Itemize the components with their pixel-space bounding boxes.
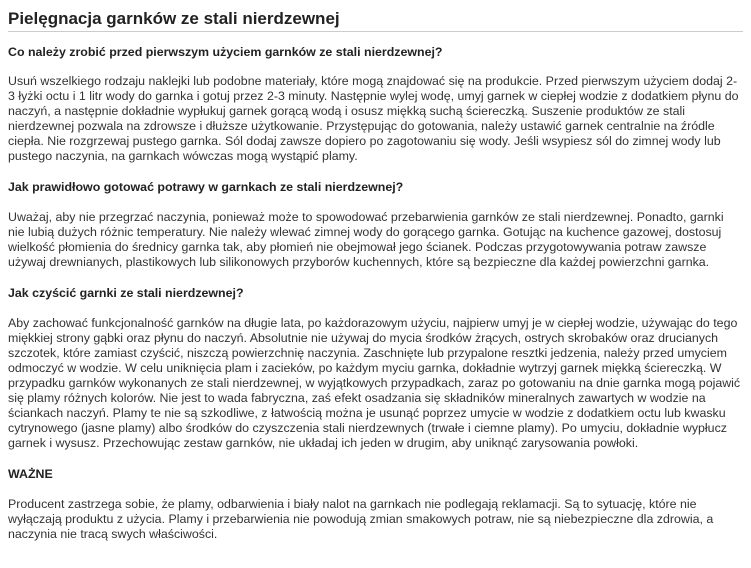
section-heading-important: WAŻNE [8, 467, 53, 481]
section-body-important: Producent zastrzega sobie, że plamy, odbarwienia i biały nalot na garnkach nie podlegają reklamacji. Są to sytuację, które nie wyłączają produktu z użycia. Plamy i przebarwienia nie powodują zmian smakowych potraw, nie są niebezpieczne dla zdrowia, a naczynia nie tracą swych właściwości. [8, 497, 714, 541]
section-body-cleaning: Aby zachować funkcjonalność garnków na długie lata, po każdorazowym użyciu, najpierw umyj je w ciepłej wodzie, używając do tego miękkiej strony gąbki oraz płynu do naczyń. Absolutnie nie używaj do mycia środków żrących, ostrych skrobaków oraz drucianych szczotek, które zamiast czyścić, niszczą powierzchnię naczynia. Zaschnięte lub przypalone resztki jedzenia, należy przed umyciem odmoczyć w wodzie. W celu uniknięcia plam i zacieków, po każdym myciu garnka, dokładnie wytrzyj garnek miękką ściereczką. W przypadku garnków wykonanych ze stali nierdzewnej, w wyjątkowych przypadkach, zaraz po gotowaniu na dnie garnka mogą pojawić się plamy różnych kolorów. Nie jest to wada fabryczna, zaś efekt osadzania się składników mineralnych zawartych w wodzie na ściankach naczyń. Plamy te nie są szkodliwe, z łatwością można je usunąć poprzez umycie w wodzie z dodatkiem octu lub kwasku cytrynowego (jasne plamy) albo środków do czyszczenia stali nierdzewnych (trwałe i ciemne plamy). Po umyciu, dokładnie wypłucz garnek i wysusz. Przechowując zestaw garnków, nie układaj ich jeden w drugim, aby uniknąć zarysowania powłoki. [8, 316, 741, 450]
page-title: Pielęgnacja garnków ze stali nierdzewnej [8, 0, 743, 32]
section-body-first-use: Usuń wszelkiego rodzaju naklejki lub podobne materiały, które mogą znajdować się na produkcie. Przed pierwszym użyciem dodaj 2-3 łyżki octu i 1 litr wody do garnka i gotuj przez 2-3 minuty. Następnie wylej wodę, umyj garnek w ciepłej wodzie z dodatkiem płynu do naczyń, a następnie dokładnie wypłukuj garnek gorącą wodą i osusz miękką suchą ściereczką. Suszenie produktów ze stali nierdzewnej pozwala na zdrowsze i dłuższe użytkowanie. Przystępując do gotowania, należy ustawić garnek centralnie na źródle ciepła. Nie rozgrzewaj pustego garnka. Sól dodaj zawsze dopiero po zagotowaniu się wody. Jeśli wsypiesz sól do zimnej wody lub pustego naczynia, na garnkach wówczas mogą wystąpić plamy. [8, 74, 739, 163]
section-heading-cleaning: Jak czyścić garnki ze stali nierdzewnej? [8, 286, 244, 300]
section-heading-cooking: Jak prawidłowo gotować potrawy w garnkach ze stali nierdzewnej? [8, 180, 404, 194]
section-body-cooking: Uważaj, aby nie przegrzać naczynia, ponieważ może to spowodować przebarwienia garnków ze stali nierdzewnej. Ponadto, garnki nie lubią dużych różnic temperatury. Nie należy wlewać zimnej wody do gorącego garnka. Gotując na kuchence gazowej, dostosuj wielkość płomienia do średnicy garnka tak, aby płomień nie obejmował jego ścianek. Podczas przygotowywania potraw zawsze używaj drewnianych, plastikowych lub silikonowych przyborów kuchennych, które są bezpieczne dla każdej powierzchni garnka. [8, 210, 724, 269]
section-heading-first-use: Co należy zrobić przed pierwszym użyciem garnków ze stali nierdzewnej? [8, 45, 443, 59]
